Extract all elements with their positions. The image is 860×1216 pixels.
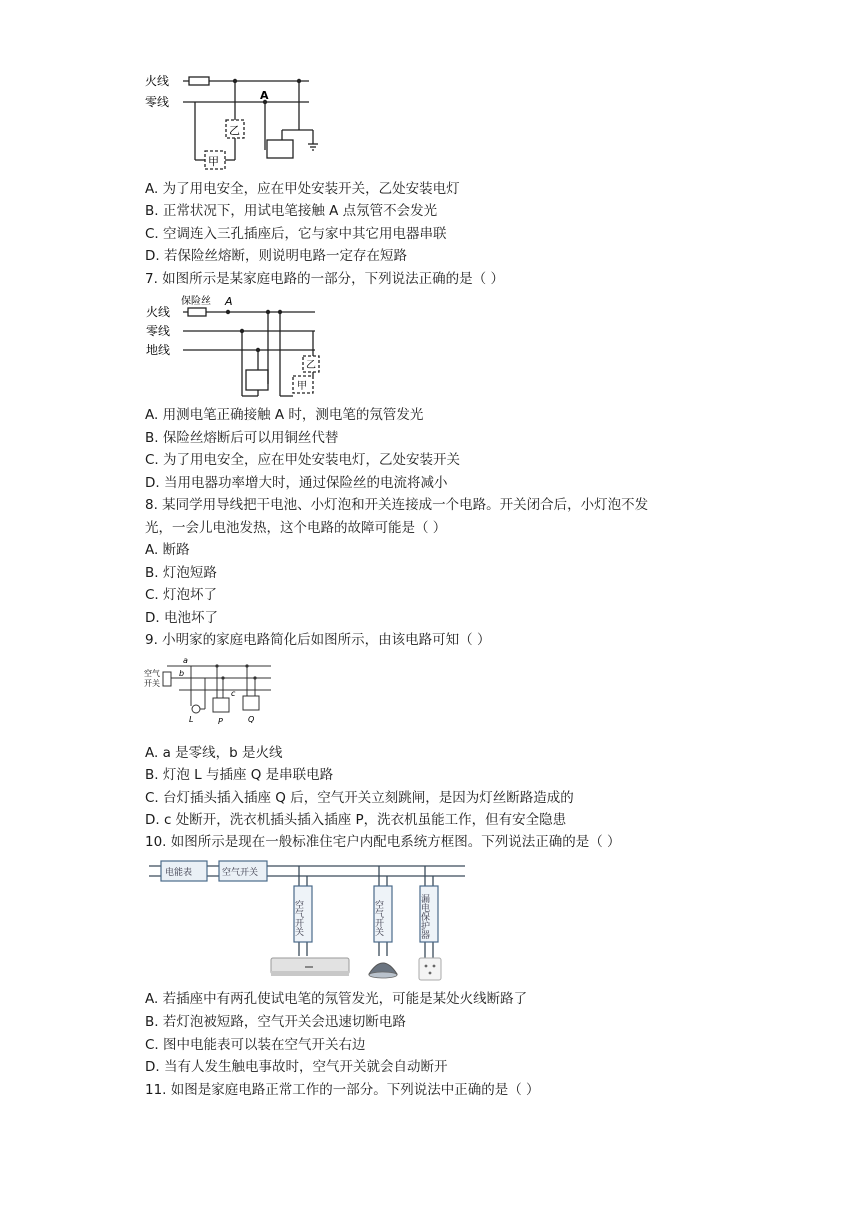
label-meter: 电能表	[165, 868, 193, 878]
q9-stem: 9. 小明家的家庭电路简化后如图所示，由该电路可知（ ）	[145, 632, 491, 648]
q8-option-a: A. 断路	[145, 542, 190, 558]
q7-option-d: D. 当用电器功率增大时，通过保险丝的电流将减小	[145, 475, 448, 491]
label-neutral-wire: 零线	[146, 324, 171, 338]
q9-option-b: B. 灯泡 L 与插座 Q 是串联电路	[145, 767, 334, 783]
label-yi: 乙	[306, 360, 316, 371]
label-fuse: 保险丝	[181, 296, 211, 307]
lamp-icon	[369, 963, 397, 978]
q9-option-d: D. c 处断开，洗衣机插头插入插座 P，洗衣机虽能工作，但有安全隐患	[145, 812, 567, 828]
q10-option-c: C. 图中电能表可以装在空气开关右边	[145, 1037, 366, 1053]
label-q: Q	[248, 715, 255, 724]
label-leakage-protector: 漏电保护器	[419, 894, 429, 939]
label-p: P	[218, 717, 223, 726]
label-main-air-switch: 空气开关	[222, 868, 259, 878]
q10-stem: 10. 如图所示是现在一般标准住宅户内配电系统方框图。下列说法正确的是（ ）	[145, 834, 621, 850]
label-air-switch-2: 开关	[144, 679, 160, 688]
label-point-a: A	[260, 89, 269, 102]
q8-option-d: D. 电池坏了	[145, 610, 218, 626]
q6-option-d: D. 若保险丝熔断，则说明电路一定存在短路	[145, 248, 407, 264]
q7-option-a: A. 用测电笔正确接触 A 时，测电笔的氖管发光	[145, 407, 424, 423]
q7-stem: 7. 如图所示是某家庭电路的一部分，下列说法正确的是（ ）	[145, 271, 504, 287]
socket-icon	[419, 958, 441, 980]
q10-option-b: B. 若灯泡被短路，空气开关会迅速切断电路	[145, 1014, 406, 1030]
q8-stem-line-1: 8. 某同学用导线把干电池、小灯泡和开关连接成一个电路。开关闭合后，小灯泡不发	[145, 497, 649, 513]
q8-option-c: C. 灯泡坏了	[145, 587, 218, 603]
label-c: c	[231, 689, 236, 698]
label-neutral-wire: 零线	[145, 95, 170, 109]
q7-option-c: C. 为了用电安全，应在甲处安装电灯，乙处安装开关	[145, 452, 461, 468]
q7-option-b: B. 保险丝熔断后可以用铜丝代替	[145, 430, 339, 446]
q6-option-c: C. 空调连入三孔插座后，它与家中其它用电器串联	[145, 226, 447, 242]
q9-option-a: A. a 是零线，b 是火线	[145, 745, 283, 761]
q10-option-a: A. 若插座中有两孔使试电笔的氖管发光，可能是某处火线断路了	[145, 991, 528, 1007]
label-air-switch-1: 空气	[144, 669, 160, 678]
label-ground-wire: 地线	[146, 343, 171, 357]
distribution-figure-q10	[143, 856, 473, 986]
label-l: L	[189, 715, 194, 724]
label-live-wire: 火线	[145, 74, 170, 88]
circuit-figure-q9	[143, 658, 283, 726]
air-conditioner-icon	[271, 958, 349, 976]
circuit-figure-q7	[143, 294, 323, 400]
label-a: a	[183, 658, 188, 665]
q6-option-a: A. 为了用电安全，应在甲处安装开关，乙处安装电灯	[145, 181, 460, 197]
label-live-wire: 火线	[146, 305, 171, 319]
q8-stem-line-2: 光，一会儿电池发热，这个电路的故障可能是（ ）	[145, 520, 447, 536]
q9-option-c: C. 台灯插头插入插座 Q 后，空气开关立刻跳闸，是因为灯丝断路造成的	[145, 790, 574, 806]
label-yi: 乙	[229, 124, 240, 137]
label-air-switch-lamp: 空气开关	[373, 900, 383, 936]
q10-option-d: D. 当有人发生触电事故时，空气开关就会自动断开	[145, 1059, 448, 1075]
label-air-switch-ac: 空气开关	[293, 900, 303, 936]
label-point-a: A	[225, 295, 233, 308]
circuit-figure-q6	[143, 68, 323, 170]
q6-option-b: B. 正常状况下，用试电笔接触 A 点氖管不会发光	[145, 203, 438, 219]
label-jia: 甲	[297, 381, 307, 392]
q11-stem: 11. 如图是家庭电路正常工作的一部分。下列说法中正确的是（ ）	[145, 1082, 540, 1098]
q8-option-b: B. 灯泡短路	[145, 565, 217, 581]
label-jia: 甲	[208, 155, 219, 168]
label-b: b	[179, 669, 185, 678]
